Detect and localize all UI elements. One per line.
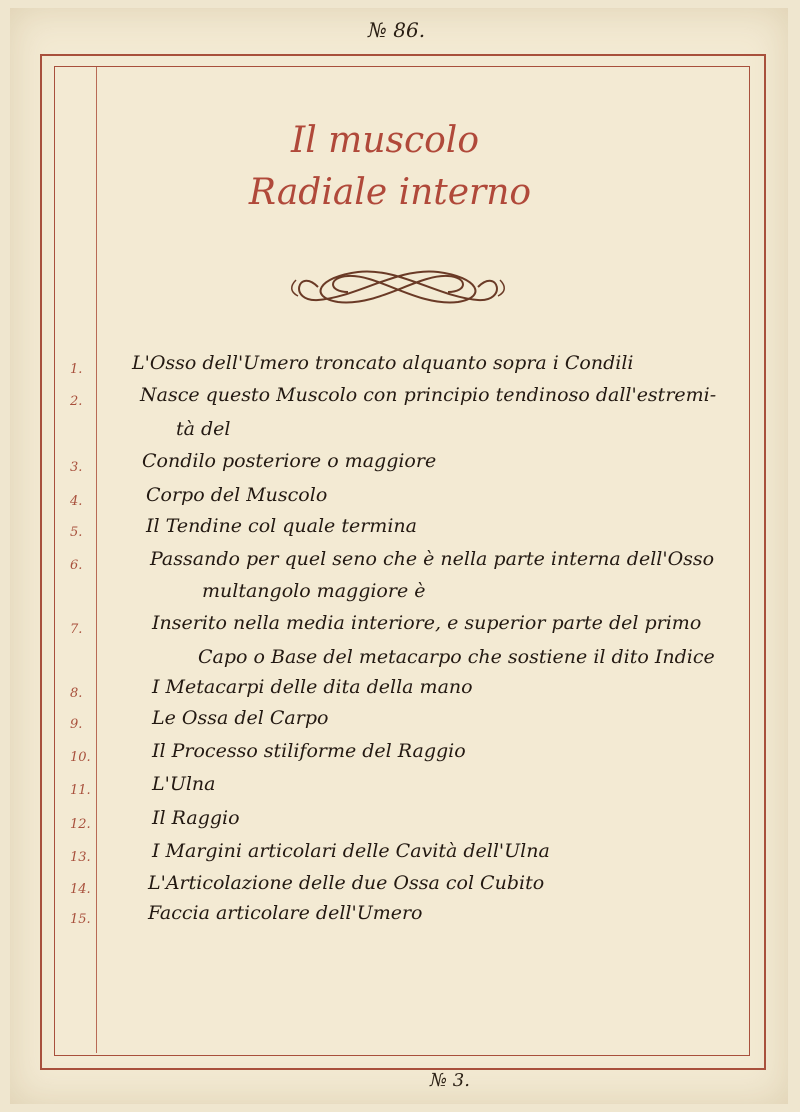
- legend-entry: [0, 773, 800, 803]
- entry-text: Faccia articolare dell'Umero: [148, 902, 423, 924]
- entry-number: 11.: [70, 783, 91, 798]
- entry-number: 10.: [70, 750, 91, 765]
- entry-text: Il Raggio: [152, 807, 240, 829]
- entry-text: Passando per quel seno che è nella parte interna dell'Osso: [150, 548, 715, 570]
- entry-number: 2.: [70, 394, 83, 409]
- legend-entry: [0, 548, 800, 602]
- entry-text: L'Articolazione delle due Ossa col Cubito: [148, 872, 545, 894]
- plate-number-top: № 86.: [368, 18, 426, 42]
- calligraphic-flourish: [288, 262, 508, 312]
- entry-number: 14.: [70, 882, 91, 897]
- entry-text: I Metacarpi delle dita della mano: [152, 676, 473, 698]
- entry-number: 9.: [70, 717, 83, 732]
- legend-entry: [0, 515, 800, 545]
- legend-entry: [0, 450, 800, 480]
- entry-text: Il Tendine col quale termina: [146, 515, 417, 537]
- entry-text: Condilo posteriore o maggiore: [142, 450, 437, 472]
- entry-text: Corpo del Muscolo: [146, 484, 328, 506]
- legend-entry: [0, 707, 800, 737]
- entry-number: 6.: [70, 558, 83, 573]
- entry-text: Le Ossa del Carpo: [152, 707, 329, 729]
- legend-entry: [0, 484, 800, 514]
- entry-number: 7.: [70, 622, 83, 637]
- entry-number: 4.: [70, 494, 83, 509]
- legend-entry: [0, 676, 800, 706]
- entry-text: Il Processo stiliforme del Raggio: [152, 740, 466, 762]
- entry-text: I Margini articolari delle Cavità dell'Ulna: [152, 840, 550, 862]
- legend-entry: [0, 902, 800, 932]
- entry-number: 12.: [70, 817, 91, 832]
- entry-text: Nasce questo Muscolo con principio tendinoso dall'estremi-: [140, 384, 717, 406]
- entry-text-continuation: multangolo maggiore è: [202, 580, 426, 602]
- entry-number: 13.: [70, 850, 91, 865]
- legend-entry: [0, 872, 800, 902]
- entry-number: 3.: [70, 460, 83, 475]
- entry-text: Inserito nella media interiore, e superior parte del primo: [152, 612, 702, 634]
- entry-text-continuation: Capo o Base del metacarpo che sostiene il dito Indice: [198, 646, 715, 668]
- entry-number: 8.: [70, 686, 83, 701]
- legend-entry: [0, 740, 800, 770]
- entry-number: 15.: [70, 912, 91, 927]
- legend-entry: [0, 384, 800, 440]
- legend-entry: [0, 840, 800, 870]
- title-line-2: Radiale interno: [248, 172, 532, 213]
- entry-number: 5.: [70, 525, 83, 540]
- title-line-1: Il muscolo: [291, 120, 479, 161]
- legend-entry: [0, 612, 800, 668]
- entry-text-continuation: tà del: [176, 418, 231, 440]
- entry-text: L'Osso dell'Umero troncato alquanto sopra i Condili: [132, 352, 634, 374]
- legend-entry: [0, 807, 800, 837]
- entry-text: L'Ulna: [152, 773, 216, 795]
- plate-number-bottom: № 3.: [430, 1070, 470, 1091]
- legend-entry: [0, 352, 800, 382]
- entry-number: 1.: [70, 362, 83, 377]
